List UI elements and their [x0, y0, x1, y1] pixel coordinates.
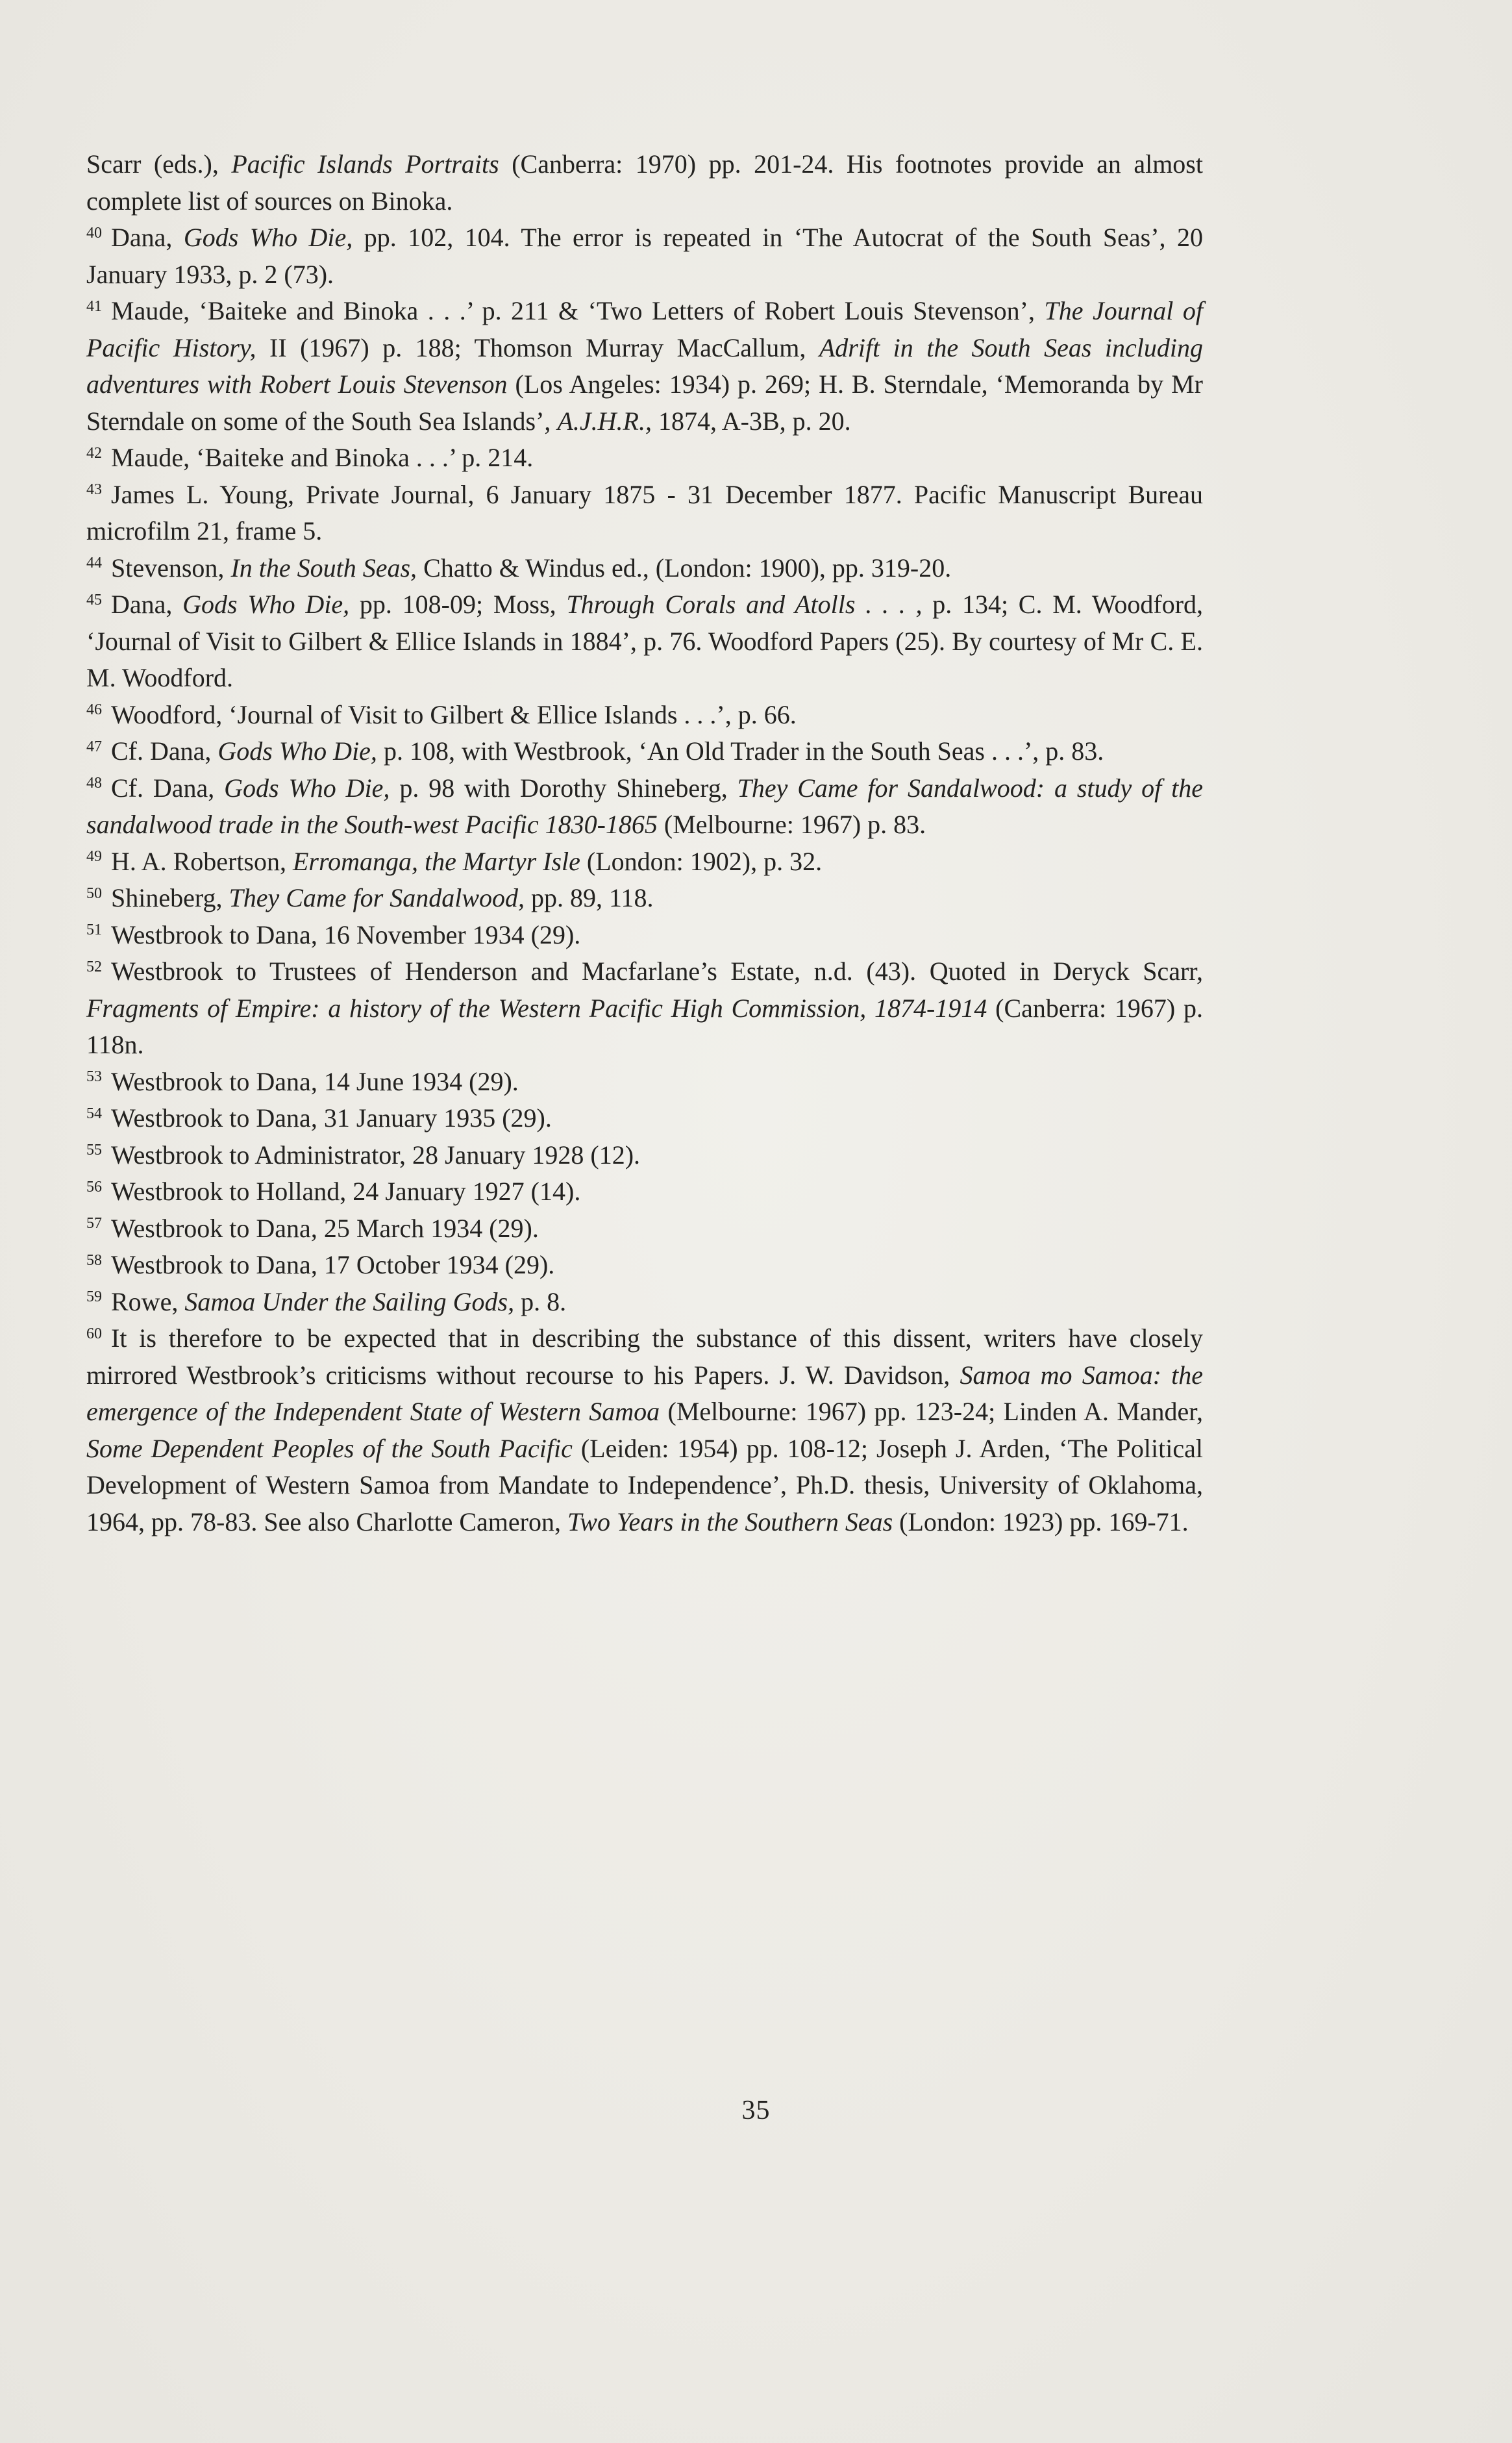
footnote-title-text: Gods Who Die,: [182, 590, 350, 619]
footnote-text: pp. 102, 104. The error is repeated in ‘The Autocrat of the South Seas’, 20 January 1933, p. 2 (73).: [86, 223, 1203, 289]
footnote-text: (Melbourne: 1967) p. 83.: [657, 810, 926, 839]
footnote-text: Maude, ‘Baiteke and Binoka . . .’ p. 214.: [111, 443, 534, 472]
footnote-text: Scarr (eds.),: [86, 149, 232, 179]
footnote-title-text: A.J.H.R.,: [557, 406, 652, 436]
footnote: [86, 550, 1203, 587]
footnote-text: Westbrook to Dana, 17 October 1934 (29).: [111, 1250, 555, 1279]
footnote-number: 51: [86, 921, 102, 939]
footnote: [86, 477, 1203, 550]
footnote-title-text: Pacific Islands Portraits: [231, 149, 499, 179]
footnote: [86, 697, 1203, 734]
footnote-number: 47: [86, 738, 102, 755]
footnote-text: (Leiden: 1954) pp. 108-12; Joseph J. Arden, ‘The Political Development of Western Samoa from Mandate to Independence’, Ph.D. thesis, University of Oklahoma, 1964, pp. 78-83. See also Charlotte Cameron,: [86, 1433, 1203, 1536]
footnote: [86, 146, 1203, 219]
footnote-title-text: Samoa mo Samoa: the emergence of the Independent State of Western Samoa: [86, 1360, 1203, 1426]
footnote-text: H. A. Robertson,: [111, 846, 293, 876]
footnote-text: Westbrook to Dana, 14 June 1934 (29).: [111, 1066, 519, 1096]
footnotes-list: [86, 146, 1203, 1540]
footnote: [86, 1247, 1203, 1284]
footnote-title-text: They Came for Sandalwood: a study of the sandalwood trade in the South-west Pacific 1830-1865: [86, 773, 1203, 839]
footnote-title-text: Erromanga, the Martyr Isle: [293, 846, 580, 876]
footnote: [86, 1173, 1203, 1210]
footnote-title-text: They Came for Sandalwood,: [229, 883, 525, 912]
footnote-number: 42: [86, 444, 102, 462]
footnote-text: pp. 89, 118.: [525, 883, 654, 912]
footnote-number: 56: [86, 1178, 102, 1196]
footnote: [86, 770, 1203, 844]
footnote: [86, 1100, 1203, 1137]
footnote-text: Dana,: [111, 223, 184, 252]
footnote: [86, 586, 1203, 697]
footnote-text: (Canberra: 1967) p. 118n.: [86, 993, 1203, 1059]
footnote: [86, 293, 1203, 440]
footnote-text: 1874, A-3B, p. 20.: [651, 406, 851, 436]
footnote-text: Westbrook to Dana, 25 March 1934 (29).: [111, 1213, 539, 1243]
footnote-title-text: The Journal of Pacific History,: [86, 296, 1203, 362]
footnote: [86, 1284, 1203, 1321]
footnote-text: Cf. Dana,: [111, 773, 225, 803]
footnote: [86, 844, 1203, 881]
footnote-text: Dana,: [111, 590, 183, 619]
footnote-text: Shineberg,: [111, 883, 229, 912]
footnote-number: 55: [86, 1142, 102, 1159]
footnote: [86, 1064, 1203, 1101]
footnote-number: 53: [86, 1068, 102, 1086]
footnote-text: Chatto & Windus ed., (London: 1900), pp. 319-20.: [417, 553, 952, 583]
footnote-text: (London: 1923) pp. 169-71.: [893, 1507, 1189, 1536]
footnote-text: p. 98 with Dorothy Shineberg,: [390, 773, 737, 803]
footnote-text: (Los Angeles: 1934) p. 269; H. B. Sterndale, ‘Memoranda by Mr Sterndale on some of the South Sea Islands’,: [86, 370, 1203, 436]
footnote-text: Westbrook to Administrator, 28 January 1928 (12).: [111, 1140, 641, 1170]
footnote-number: 60: [86, 1325, 102, 1342]
footnote-text: Westbrook to Trustees of Henderson and Macfarlane’s Estate, n.d. (43). Quoted in Deryck Scarr,: [111, 957, 1203, 986]
footnote-text: Maude, ‘Baiteke and Binoka . . .’ p. 211 & ‘Two Letters of Robert Louis Stevenson’,: [111, 296, 1045, 325]
footnote-number: 58: [86, 1251, 102, 1269]
footnote: [86, 440, 1203, 477]
footnote-text: Stevenson,: [111, 553, 231, 583]
footnote-number: 54: [86, 1105, 102, 1122]
footnote-title-text: Adrift in the South Seas including adventures with Robert Louis Stevenson: [86, 332, 1204, 399]
footnote: [86, 1137, 1203, 1174]
footnote: [86, 953, 1203, 1064]
footnote-text: It is therefore to be expected that in describing the substance of this dissent, writers have closely mirrored Westbrook’s criticisms without recourse to his Papers. J. W. Davidson,: [86, 1323, 1203, 1390]
footnote-number: 46: [86, 701, 102, 719]
footnote-number: 48: [86, 775, 102, 792]
footnote-text: p. 134; C. M. Woodford, ‘Journal of Visit to Gilbert & Ellice Islands in 1884’, p. 76. Woodford Papers (25). By courtesy of Mr C. E. M. Woodford.: [86, 590, 1204, 692]
page-number: 35: [741, 2096, 771, 2125]
footnote: [86, 880, 1203, 917]
footnote-number: 59: [86, 1288, 102, 1306]
footnote-title-text: Gods Who Die,: [217, 736, 377, 766]
footnote: [86, 1210, 1203, 1247]
footnote-number: 57: [86, 1215, 102, 1233]
footnote-text: (Canberra: 1970) pp. 201-24. His footnotes provide an almost complete list of sources on Binoka.: [86, 149, 1203, 216]
footnote-text: Westbrook to Dana, 16 November 1934 (29).: [111, 920, 581, 949]
footnote-title-text: In the South Seas,: [230, 553, 417, 583]
footnote-number: 43: [86, 481, 102, 499]
footnote: [86, 1320, 1203, 1540]
footnote-text: II (1967) p. 188; Thomson Murray MacCallum,: [256, 332, 819, 362]
footnote-text: (London: 1902), p. 32.: [580, 846, 823, 876]
footnote-title-text: Fragments of Empire: a history of the Western Pacific High Commission, 1874-1914: [86, 993, 987, 1023]
footnote-title-text: Two Years in the Southern Seas: [567, 1507, 893, 1536]
footnote-number: 45: [86, 591, 102, 608]
footnote-title-text: Samoa Under the Sailing Gods,: [184, 1286, 515, 1316]
footnote-number: 41: [86, 297, 102, 315]
footnote-text: pp. 108-09; Moss,: [349, 590, 567, 619]
footnote-number: 50: [86, 884, 102, 902]
footnote-text: Westbrook to Holland, 24 January 1927 (14).: [111, 1177, 581, 1206]
footnote-title-text: Gods Who Die,: [183, 223, 353, 252]
footnote-text: James L. Young, Private Journal, 6 January 1875 - 31 December 1877. Pacific Manuscript Bureau microfilm 21, frame 5.: [86, 479, 1203, 545]
footnote-text: Rowe,: [111, 1286, 185, 1316]
footnote-number: 40: [86, 224, 102, 242]
footnote-text: Woodford, ‘Journal of Visit to Gilbert & Ellice Islands . . .’, p. 66.: [111, 699, 797, 729]
footnote-title-text: Some Dependent Peoples of the South Pacific: [86, 1433, 573, 1463]
footnote-text: Cf. Dana,: [111, 736, 218, 766]
footnote-number: 44: [86, 555, 102, 572]
footnote-text: Westbrook to Dana, 31 January 1935 (29).: [111, 1103, 552, 1133]
footnote-number: 52: [86, 958, 102, 975]
footnote-text: p. 108, with Westbrook, ‘An Old Trader in the South Seas . . .’, p. 83.: [377, 736, 1104, 766]
footnote-number: 49: [86, 848, 102, 866]
footnote-title-text: Gods Who Die,: [224, 773, 390, 803]
footnote: [86, 917, 1203, 954]
footnote: [86, 219, 1203, 293]
footnote: [86, 733, 1203, 770]
footnote-text: p. 8.: [514, 1286, 567, 1316]
footnote-text: (Melbourne: 1967) pp. 123-24; Linden A. Mander,: [660, 1397, 1204, 1426]
footnote-title-text: Through Corals and Atolls . . . ,: [566, 590, 923, 619]
